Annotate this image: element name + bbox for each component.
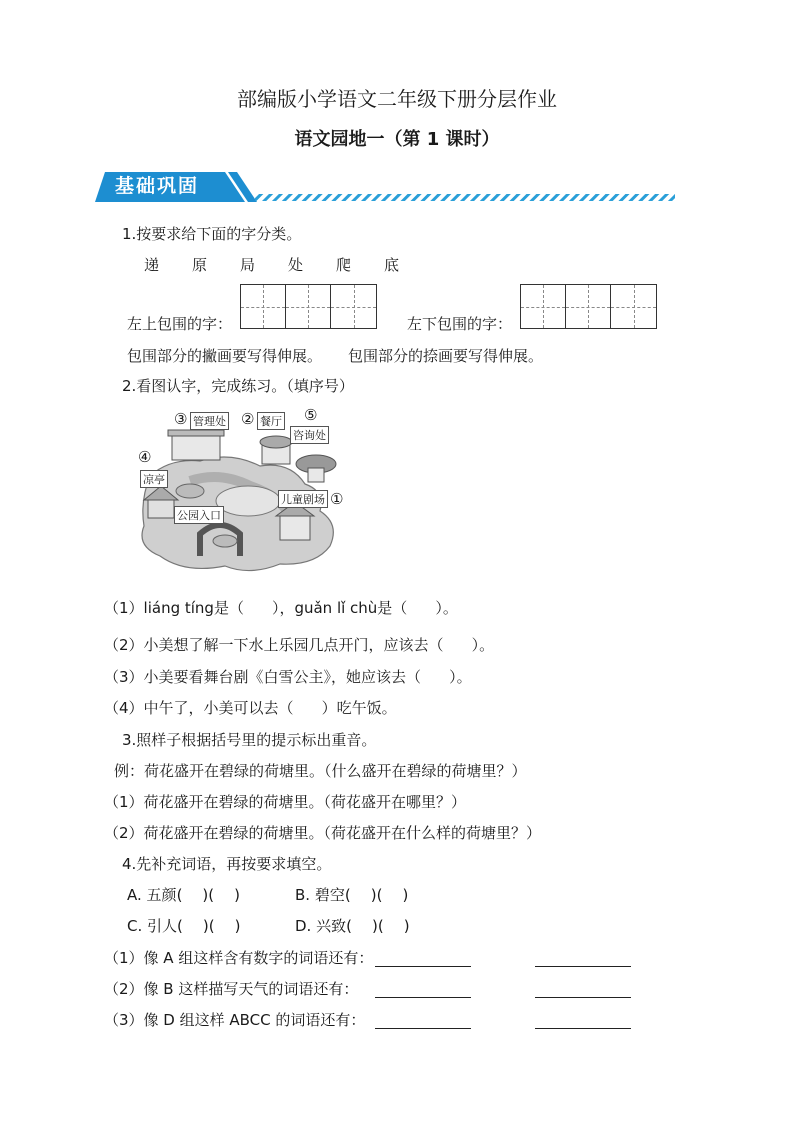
q3-item-1: （1）荷花盛开在碧绿的荷塘里。（荷花盛开在哪里？） [104, 793, 467, 811]
q3-item-2: （2）荷花盛开在碧绿的荷塘里。（荷花盛开在什么样的荷塘里？） [104, 824, 542, 842]
item-text: ）吃午饭。 [321, 699, 397, 717]
q1-char: 爬 [336, 256, 352, 274]
section-banner [95, 170, 680, 204]
grid-cell[interactable] [286, 285, 331, 328]
map-num-5: ⑤ [304, 406, 318, 424]
map-label-canting: 餐厅 [257, 412, 285, 430]
map-label-liangting: 凉亭 [140, 470, 168, 488]
q2-item-3 [104, 667, 472, 687]
map-num-3: ③ [174, 410, 188, 428]
item-text: ），guǎn lǐ chù是（ [271, 599, 408, 617]
grid-cell[interactable] [241, 285, 286, 328]
option-letter: C. [127, 917, 143, 935]
option-word: 五颜 [146, 886, 177, 904]
q1-stem: 1.按要求给下面的字分类。 [122, 225, 302, 243]
map-num-1: ① [330, 490, 344, 508]
q4-option-b: B. 碧空( )( ) [295, 886, 409, 904]
q4-stem: 4.先补充词语，再按要求填空。 [122, 855, 332, 873]
map-num-2: ② [241, 410, 255, 428]
item-num: （1） [104, 599, 144, 617]
item-text: ）。 [471, 636, 495, 654]
page-subtitle: 语文园地一（第 1 课时） [294, 129, 500, 150]
answer-line[interactable] [535, 1027, 631, 1029]
item-text: ）。 [449, 668, 472, 686]
q1-char: 底 [384, 256, 400, 274]
q4-option-d: D. 兴致( )( ) [295, 917, 410, 935]
option-word: 兴致 [316, 917, 347, 935]
q4-option-a: A. 五颜( )( ) [127, 886, 240, 904]
q2-item-1 [104, 598, 458, 618]
grid-cell[interactable] [521, 285, 566, 328]
right-note: 包围部分的捺画要写得伸展。 [348, 347, 544, 365]
park-map [130, 406, 350, 576]
q4-option-c: C. 引人( )( ) [127, 917, 241, 935]
q4-item-2: （2）像 B 这样描写天气的词语还有： [104, 980, 359, 998]
map-num-4: ④ [138, 448, 152, 466]
left-note: 包围部分的撇画要写得伸展。 [127, 347, 323, 365]
page-title: 部编版小学语文二年级下册分层作业 [237, 87, 557, 111]
map-label-rukou: 公园入口 [174, 506, 224, 524]
left-bottom-enclosure-label: 左下包围的字： [407, 315, 513, 333]
q1-char: 处 [288, 256, 304, 274]
option-letter: D. [295, 917, 312, 935]
q1-char: 原 [192, 256, 208, 274]
map-label-guanli: 管理处 [190, 412, 229, 430]
option-word: 碧空 [314, 886, 345, 904]
map-label-zixun: 咨询处 [290, 426, 329, 444]
option-letter: A. [127, 886, 142, 904]
option-letter: B. [295, 886, 311, 904]
map-label-ertong: 儿童剧场 [278, 490, 328, 508]
section-label: 基础巩固 [115, 175, 200, 197]
item-num: （2） [104, 636, 144, 654]
item-num: （4） [104, 699, 144, 717]
answer-line[interactable] [375, 1027, 471, 1029]
q4-item-1: （1）像 A 组这样含有数字的词语还有： [104, 949, 374, 967]
answer-grid-left[interactable] [240, 284, 377, 329]
q4-item-3: （3）像 D 组这样 ABCC 的词语还有： [104, 1011, 366, 1029]
q1-char: 局 [240, 256, 256, 274]
item-text: ）。 [435, 599, 458, 617]
answer-line[interactable] [535, 965, 631, 967]
grid-cell[interactable] [566, 285, 611, 328]
item-text: 小美想了解一下水上乐园几点开门，应该去（ [143, 636, 444, 654]
q2-stem: 2.看图认字，完成练习。（填序号） [122, 377, 354, 395]
item-text: 小美要看舞台剧《白雪公主》，她应该去（ [143, 668, 422, 686]
grid-cell[interactable] [611, 285, 656, 328]
answer-line[interactable] [535, 996, 631, 998]
answer-line[interactable] [375, 965, 471, 967]
item-num: （3） [104, 668, 144, 686]
grid-cell[interactable] [331, 285, 376, 328]
item-text: liáng tíng是（ [143, 599, 244, 617]
q3-stem: 3.照样子根据括号里的提示标出重音。 [122, 731, 377, 749]
q2-item-2 [104, 635, 494, 655]
q3-example: 例：荷花盛开在碧绿的荷塘里。（什么盛开在碧绿的荷塘里？） [114, 762, 527, 780]
option-word: 引人 [147, 917, 178, 935]
left-enclosure-label: 左上包围的字： [127, 315, 233, 333]
q1-char: 递 [144, 256, 160, 274]
answer-line[interactable] [375, 996, 471, 998]
answer-grid-right[interactable] [520, 284, 657, 329]
item-text: 中午了，小美可以去（ [143, 699, 294, 717]
q2-item-4 [104, 698, 397, 718]
